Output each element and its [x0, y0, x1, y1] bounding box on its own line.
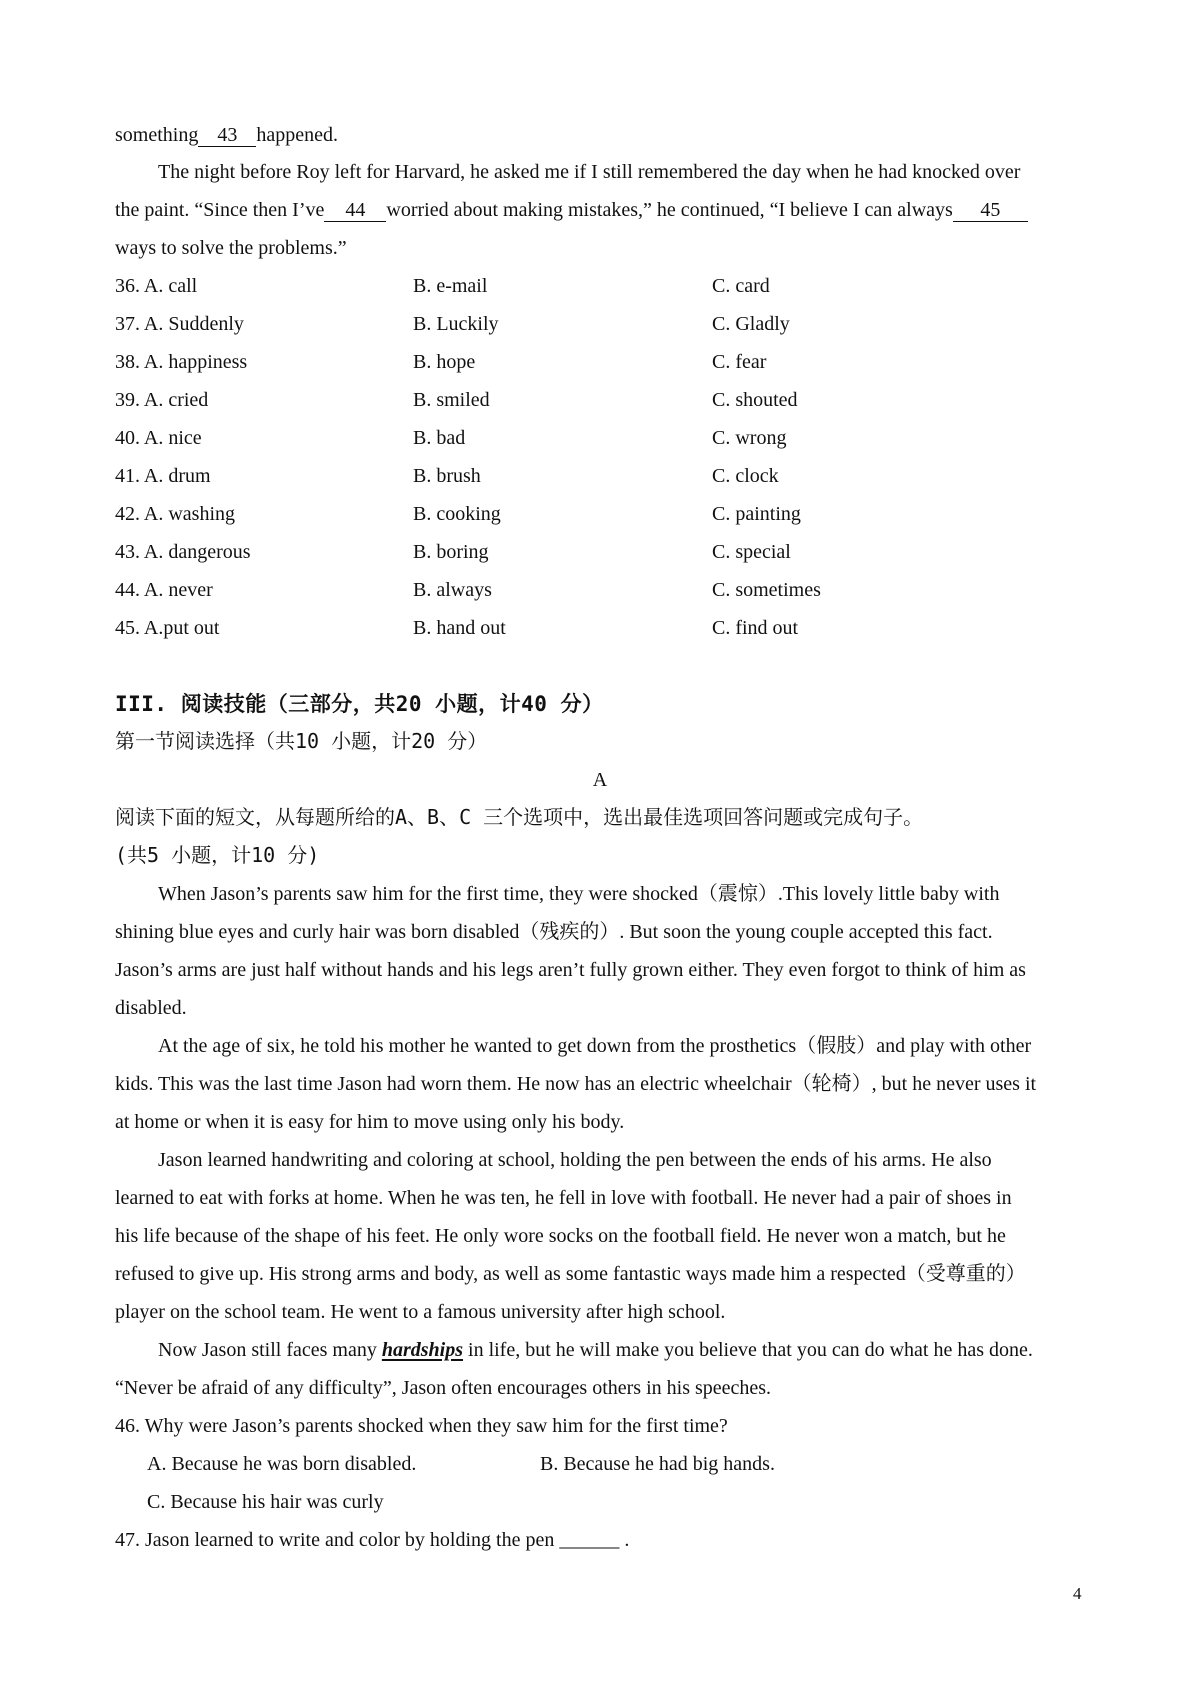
passage-line	[158, 1336, 1033, 1364]
passage-line: his life because of the shape of his feet. He only wore socks on the football field. He never won a match, but he	[115, 1225, 1006, 1247]
part-label: A	[592, 769, 608, 791]
passage-line: When Jason’s parents saw him for the first time, they were shocked（震惊）.This lovely little baby with	[158, 883, 1000, 905]
option-b: B. always	[413, 579, 492, 601]
option-a: 41. A. drum	[115, 465, 211, 487]
passage-line: player on the school team. He went to a famous university after high school.	[115, 1301, 726, 1323]
option-b: B. bad	[413, 427, 466, 449]
passage-line: The night before Roy left for Harvard, he asked me if I still remembered the day when he had knocked over	[158, 161, 1021, 183]
option-b: B. hope	[413, 351, 476, 373]
option-b: B. smiled	[413, 389, 490, 411]
passage-line: “Never be afraid of any difficulty”, Jason often encourages others in his speeches.	[115, 1377, 772, 1399]
passage-line: kids. This was the last time Jason had worn them. He now has an electric wheelchair（轮椅）, but he never uses it	[115, 1073, 1037, 1095]
option-a: 37. A. Suddenly	[115, 313, 244, 335]
question-46-option-c: C. Because his hair was curly	[147, 1491, 384, 1513]
option-a: 43. A. dangerous	[115, 541, 251, 563]
option-a: 36. A. call	[115, 275, 198, 297]
passage-line: Jason’s arms are just half without hands and his legs aren’t fully grown either. They even forgot to think of him as	[115, 959, 1026, 981]
text: the paint. “Since then I’ve	[115, 199, 325, 221]
passage-line	[115, 196, 1028, 224]
option-a: 39. A. cried	[115, 389, 209, 411]
passage-line: At the age of six, he told his mother he wanted to get down from the prosthetics（假肢）and play with other	[158, 1035, 1032, 1057]
option-c: C. Gladly	[712, 313, 790, 335]
option-c: C. find out	[712, 617, 799, 639]
blank-45: 45	[953, 199, 1028, 222]
option-a: 44. A. never	[115, 579, 213, 601]
passage-line: ways to solve the problems.”	[115, 237, 347, 259]
option-c: C. special	[712, 541, 791, 563]
passage-line: disabled.	[115, 997, 187, 1019]
option-c: C. shouted	[712, 389, 798, 411]
text: happened.	[256, 124, 338, 146]
option-b: B. cooking	[413, 503, 501, 525]
option-c: C. clock	[712, 465, 779, 487]
blank-43: 43	[198, 124, 256, 147]
instructions-count: (共5 小题，计10 分)	[115, 843, 320, 867]
option-a: 45. A.put out	[115, 617, 220, 639]
passage-line: at home or when it is easy for him to move using only his body.	[115, 1111, 625, 1133]
option-c: C. sometimes	[712, 579, 821, 601]
option-a: 42. A. washing	[115, 503, 235, 525]
question-46: 46. Why were Jason’s parents shocked when they saw him for the first time?	[115, 1415, 728, 1437]
question-47: 47. Jason learned to write and color by holding the pen ______ .	[115, 1529, 630, 1551]
option-c: C. painting	[712, 503, 801, 525]
passage-line: learned to eat with forks at home. When he was ten, he fell in love with football. He never had a pair of shoes in	[115, 1187, 1012, 1209]
text: in life, but he will make you believe that you can do what he has done.	[468, 1339, 1033, 1361]
passage-line: refused to give up. His strong arms and body, as well as some fantastic ways made him a respected（受尊重的）	[115, 1263, 1026, 1285]
passage-line: shining blue eyes and curly hair was born disabled（残疾的）. But soon the young couple accepted this fact.	[115, 921, 993, 943]
option-b: B. e-mail	[413, 275, 488, 297]
subsection-heading: 第一节阅读选择（共10 小题，计20 分）	[115, 729, 488, 753]
text: Now Jason still faces many	[158, 1339, 377, 1361]
text: something	[115, 124, 199, 146]
option-c: C. card	[712, 275, 770, 297]
option-c: C. wrong	[712, 427, 787, 449]
instructions: 阅读下面的短文，从每题所给的A、B、C 三个选项中，选出最佳选项回答问题或完成句子。	[115, 805, 924, 829]
blank-44: 44	[324, 199, 386, 222]
page-number: 4	[1073, 1584, 1082, 1603]
text: worried about making mistakes,” he continued, “I believe I can always	[386, 199, 953, 221]
option-a: 38. A. happiness	[115, 351, 248, 373]
option-b: B. hand out	[413, 617, 506, 639]
option-b: B. boring	[413, 541, 489, 563]
option-a: 40. A. nice	[115, 427, 202, 449]
option-b: B. brush	[413, 465, 481, 487]
question-46-option-a: A. Because he was born disabled.	[147, 1453, 417, 1475]
highlighted-word: hardships	[381, 1339, 464, 1361]
passage-line: Jason learned handwriting and coloring at school, holding the pen between the ends of his arms. He also	[158, 1149, 992, 1171]
section-heading: III. 阅读技能（三部分，共20 小题，计40 分）	[115, 692, 604, 716]
option-b: B. Luckily	[413, 313, 499, 335]
passage-line	[115, 121, 338, 149]
option-c: C. fear	[712, 351, 767, 373]
question-46-option-b: B. Because he had big hands.	[540, 1453, 775, 1475]
